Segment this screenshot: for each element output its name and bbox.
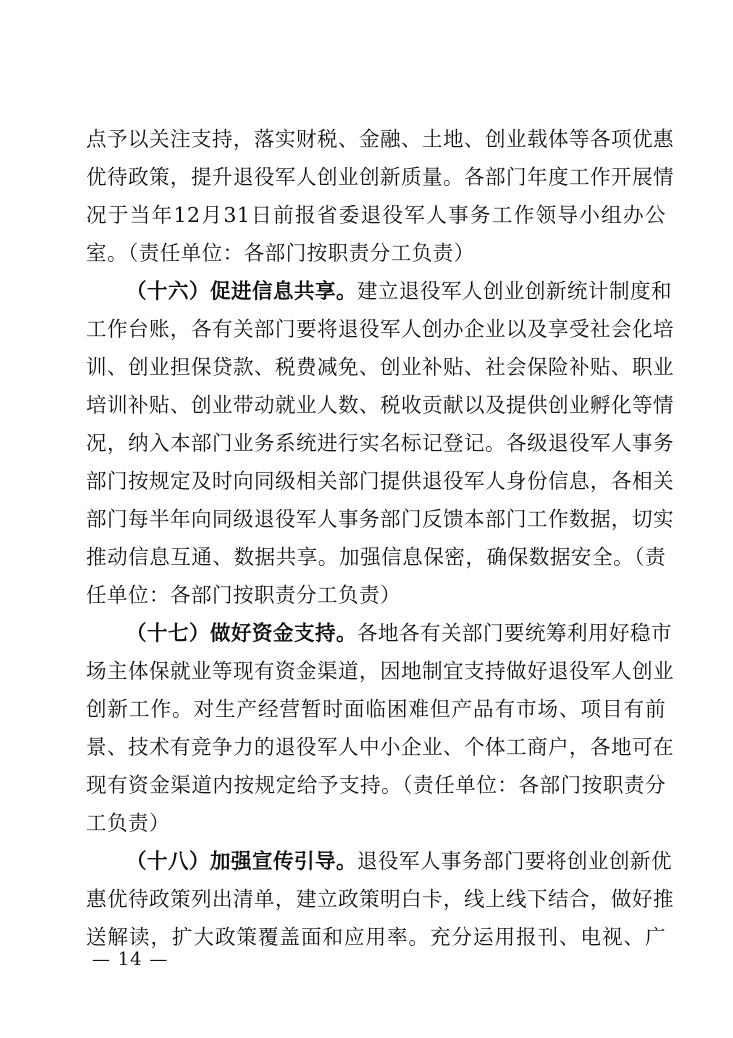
text-line: 况，纳入本部门业务系统进行实名标记登记。各级退役军人事务 [86, 431, 674, 455]
text-line: 现有资金渠道内按规定给予支持。（责任单位：各部门按职责分 [86, 773, 666, 797]
paragraph-first-line [126, 618, 672, 648]
paragraph-first-line [126, 276, 672, 306]
page-number: — 14 — [92, 949, 169, 970]
text-run: 退役军人事务部门要将创业创新优 [357, 849, 672, 873]
section-heading: （十六）促进信息共享。 [126, 279, 357, 303]
text-line: 送解读，扩大政策覆盖面和应用率。充分运用报刊、电视、广 [86, 925, 666, 949]
text-line: 创新工作。对生产经营暂时面临困难但产品有市场、项目有前 [86, 697, 666, 721]
text-line: 部门按规定及时向同级相关部门提供退役军人身份信息，各相关 [86, 469, 674, 493]
text-line: 优待政策，提升退役军人创业创新质量。各部门年度工作开展情 [86, 165, 674, 189]
text-line: 景、技术有竞争力的退役军人中小企业、个体工商户，各地可在 [86, 735, 674, 759]
text-line: 室。（责任单位：各部门按职责分工负责） [86, 241, 475, 265]
text-line: 工负责） [86, 811, 170, 835]
text-run: 各地各有关部门要统筹利用好稳市 [357, 621, 672, 645]
section-heading: （十七）做好资金支持。 [126, 621, 357, 645]
text-line: 工作台账，各有关部门要将退役军人创办企业以及享受社会化培 [86, 317, 674, 341]
text-line: 惠优待政策列出清单，建立政策明白卡，线上线下结合，做好推 [86, 887, 674, 911]
text-line: 训、创业担保贷款、税费减免、创业补贴、社会保险补贴、职业 [86, 355, 674, 379]
paragraph-first-line [126, 846, 672, 876]
text-line: 部门每半年向同级退役军人事务部门反馈本部门工作数据，切实 [86, 507, 674, 531]
text-line: 点予以关注支持，落实财税、金融、土地、创业载体等各项优惠 [86, 127, 674, 151]
text-run: 建立退役军人创业创新统计制度和 [357, 279, 672, 303]
text-line: 培训补贴、创业带动就业人数、税收贡献以及提供创业孵化等情 [86, 393, 674, 417]
text-line: 推动信息互通、数据共享。加强信息保密，确保数据安全。（责 [86, 545, 666, 569]
text-line: 任单位：各部门按职责分工负责） [86, 583, 401, 607]
section-heading: （十八）加强宣传引导。 [126, 849, 357, 873]
text-line: 况于当年12月31日前报省委退役军人事务工作领导小组办公 [86, 203, 666, 227]
text-line: 场主体保就业等现有资金渠道，因地制宜支持做好退役军人创业 [86, 659, 674, 683]
